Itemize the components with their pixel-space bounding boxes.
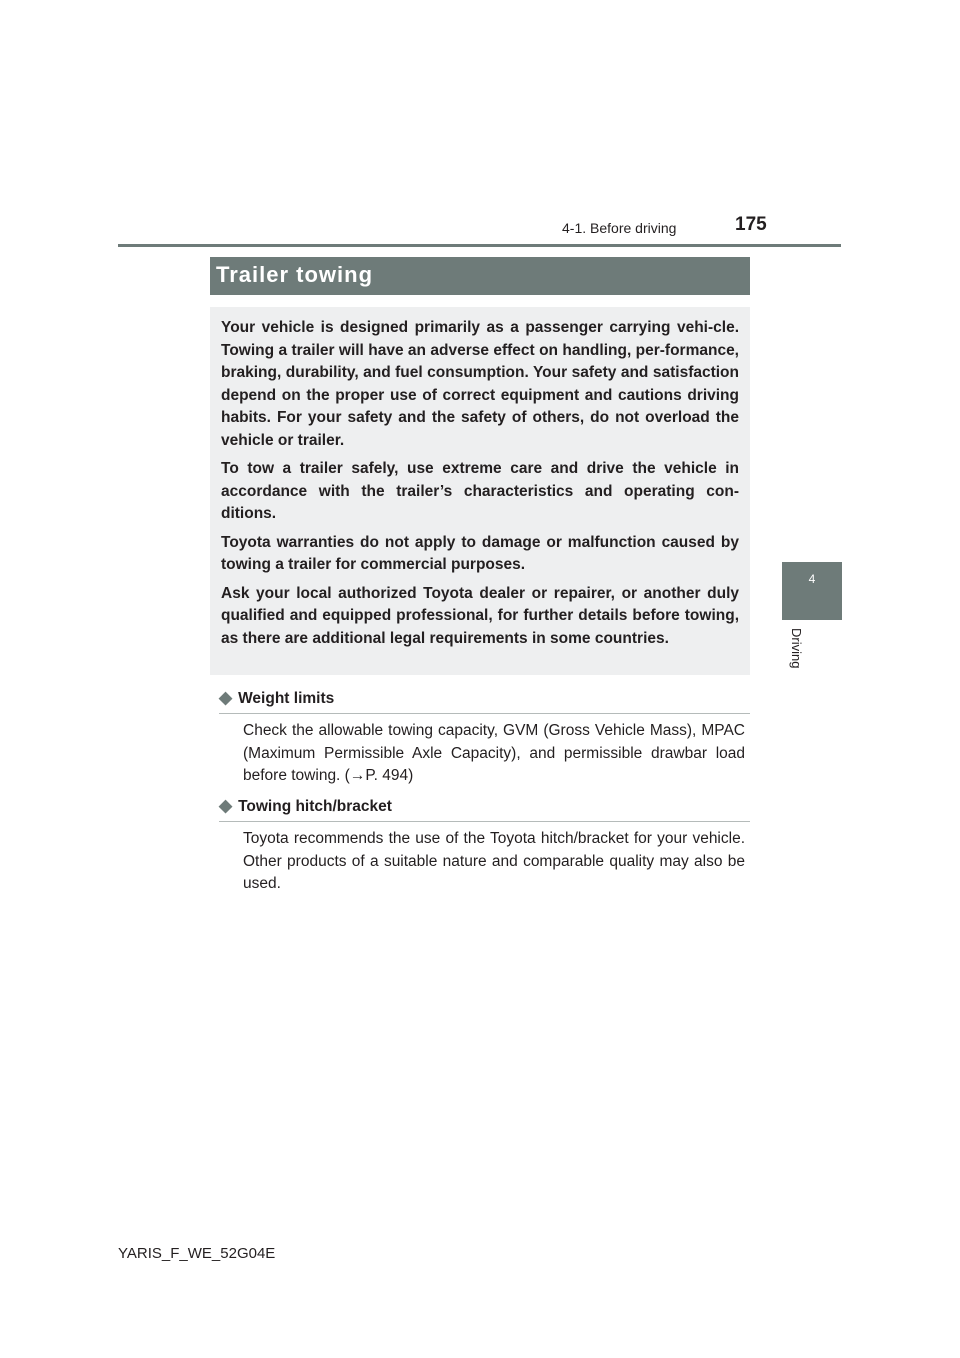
intro-paragraph: Toyota warranties do not apply to damage or malfunction caused by towing a trailer for commercial purposes. [221,533,739,573]
chapter-tab [782,562,842,620]
section-label: 4-1. Before driving [562,220,677,236]
section-heading-label: Weight limits [238,690,335,707]
document-code: YARIS_F_WE_52G04E [118,1245,276,1262]
diamond-icon: ◆ [219,796,233,815]
header-divider [118,244,841,247]
intro-paragraph: To tow a trailer safely, use extreme care and drive the vehicle in accordance with the trailer’s characteristics and operating con-ditions. [221,460,739,522]
page-number: 175 [735,214,767,235]
chapter-title: Driving [789,628,804,669]
intro-paragraph: Your vehicle is designed primarily as a passenger carrying vehi-cle. Towing a trailer will have an adverse effect on handling, per-formance, braking, durability, and fuel consumption. Your safety and satisfaction depend on the proper use of correct equipment and cautions driving habits. For your safety and the safety of others, do not overload the vehicle or trailer. [221,319,739,449]
chapter-number: 4 [808,572,816,586]
page-title: Trailer towing [210,257,750,295]
section-heading-label: Towing hitch/bracket [238,798,392,815]
intro-paragraph: Ask your local authorized Toyota dealer or repairer, or another duly qualified and equipped professional, for further details before towing, as there are additional legal requirements in some countries. [221,584,739,647]
intro-box [210,307,750,675]
diamond-icon: ◆ [219,688,233,707]
section-body-towing-hitch: Toyota recommends the use of the Toyota hitch/bracket for your vehicle. Other products of a suitable nature and comparable quality may also be used. [243,830,745,892]
section-heading-towing-hitch [219,796,750,822]
section-heading-weight-limits [219,688,750,714]
section-body-weight-limits: Check the allowable towing capacity, GVM (Gross Vehicle Mass), MPAC (Maximum Permissible Axle Capacity), and permissible drawbar load before towing. (→P. 494) [243,722,745,784]
